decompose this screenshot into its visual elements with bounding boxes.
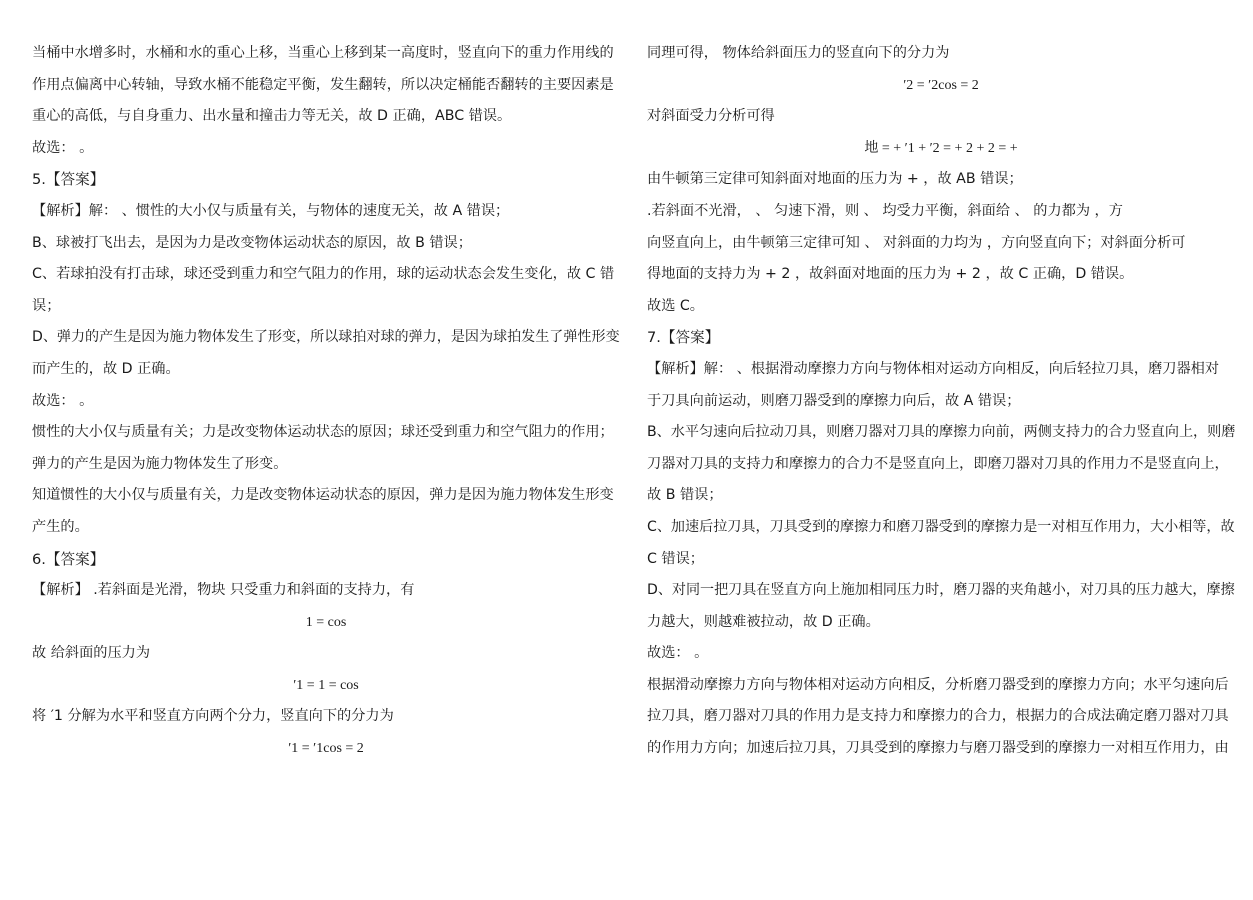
text-line: 于刀具向前运动，则磨刀器受到的摩擦力向后，故 A 错误； bbox=[647, 392, 1021, 409]
text-line: 由牛顿第三定律可知斜面对地面的压力为 + ，故 AB 错误； bbox=[647, 171, 1023, 188]
text-line: B、水平匀速向后拉动刀具，则磨刀器对刀具的摩擦力向前，两侧支持力的合力竖直向上，则磨 bbox=[647, 424, 1236, 441]
equation-line: ′2 = ′2cos = 2 bbox=[903, 77, 979, 93]
equation-line: 1 = cos bbox=[305, 614, 347, 630]
text-line: 作用点偏离中心转轴，导致水桶不能稳定平衡，发生翻转，所以决定桶能否翻转的主要因素是 bbox=[32, 76, 614, 93]
answer-choice-line: 故选： 。 bbox=[647, 645, 709, 662]
text-line: 重心的高低，与自身重力、出水量和撞击力等无关，故 D 正确，ABC 错误。 bbox=[32, 108, 512, 125]
text-line: 误； bbox=[32, 297, 61, 314]
text-line: 而产生的，故 D 正确。 bbox=[32, 360, 180, 377]
text-line: 刀器对刀具的支持力和摩擦力的合力不是竖直向上，即磨刀器对刀具的作用力不是竖直向上， bbox=[647, 455, 1229, 472]
text-line: 【解析】 .若斜面是光滑，物块 只受重力和斜面的支持力，有 bbox=[32, 582, 415, 599]
right-column bbox=[647, 38, 1235, 765]
text-line: 【解析】解： 、根据滑动摩擦力方向与物体相对运动方向相反，向后轻拉刀具，磨刀器相对 bbox=[647, 360, 1220, 377]
text-line: 向竖直向上，由牛顿第三定律可知 、 对斜面的力均为 ，方向竖直向下；对斜面分析可 bbox=[647, 234, 1186, 251]
text-line: 弹力的产生是因为施力物体发生了形变。 bbox=[32, 455, 288, 472]
text-line: B、球被打飞出去，是因为力是改变物体运动状态的原因，故 B 错误； bbox=[32, 234, 472, 251]
text-line: 惯性的大小仅与质量有关；力是改变物体运动状态的原因；球还受到重力和空气阻力的作用； bbox=[32, 424, 614, 441]
text-line: .若斜面不光滑， 、 匀速下滑，则 、 均受力平衡，斜面给 、 的力都为 ，方 bbox=[647, 202, 1123, 219]
text-line: 根据滑动摩擦力方向与物体相对运动方向相反，分析磨刀器受到的摩擦力方向；水平匀速向后 bbox=[647, 676, 1229, 693]
text-line: 同理可得， 物体给斜面压力的竖直向下的分力为 bbox=[647, 45, 950, 61]
text-line: C、若球拍没有打击球，球还受到重力和空气阻力的作用，球的运动状态会发生变化，故 C 错 bbox=[32, 266, 615, 283]
text-line: D、弹力的产生是因为施力物体发生了形变，所以球拍对球的弹力，是因为球拍发生了弹性形变 bbox=[32, 329, 620, 346]
text-line: 将 ′1 分解为水平和竖直方向两个分力，竖直向下的分力为 bbox=[32, 708, 394, 725]
equation-line: 地 = + ′1 + ′2 = + 2 + 2 = + bbox=[864, 140, 1018, 156]
text-line: 对斜面受力分析可得 bbox=[647, 108, 775, 125]
text-line: 故 B 错误； bbox=[647, 487, 723, 504]
question-7-answer-heading: 7.【答案】 bbox=[647, 329, 720, 347]
answer-choice-line: 故选： 。 bbox=[32, 139, 94, 156]
text-line: 产生的。 bbox=[32, 518, 89, 535]
text-line: 故 给斜面的压力为 bbox=[32, 645, 151, 662]
text-line: 知道惯性的大小仅与质量有关，力是改变物体运动状态的原因，弹力是因为施力物体发生形变 bbox=[32, 487, 614, 504]
question-5-answer-heading: 5.【答案】 bbox=[32, 171, 105, 189]
answer-choice-line: 故选 C。 bbox=[647, 297, 704, 314]
text-line: C、加速后拉刀具，刀具受到的摩擦力和磨刀器受到的摩擦力是一对相互作用力，大小相等，故 bbox=[647, 518, 1235, 535]
text-line: 当桶中水增多时，水桶和水的重心上移，当重心上移到某一高度时，竖直向下的重力作用线的 bbox=[32, 45, 614, 61]
text-line: 【解析】解： 、惯性的大小仅与质量有关，与物体的速度无关，故 A 错误； bbox=[32, 202, 510, 219]
answer-choice-line: 故选： 。 bbox=[32, 392, 94, 409]
text-line: 拉刀具，磨刀器对刀具的作用力是支持力和摩擦力的合力，根据力的合成法确定磨刀器对刀具 bbox=[647, 708, 1229, 725]
text-line: 得地面的支持力为 + 2 ，故斜面对地面的压力为 + 2 ，故 C 正确，D 错误。 bbox=[647, 266, 1134, 283]
equation-line: ′1 = 1 = cos bbox=[293, 677, 359, 693]
text-line: C 错误； bbox=[647, 550, 704, 567]
equation-line: ′1 = ′1cos = 2 bbox=[288, 741, 364, 757]
question-6-answer-heading: 6.【答案】 bbox=[32, 550, 105, 568]
text-line: 力越大，则越难被拉动，故 D 正确。 bbox=[647, 613, 880, 630]
text-line: D、对同一把刀具在竖直方向上施加相同压力时，磨刀器的夹角越小，对刀具的压力越大，摩擦 bbox=[647, 582, 1235, 599]
text-line: 的作用力方向；加速后拉刀具，刀具受到的摩擦力与磨刀器受到的摩擦力一对相互作用力，由 bbox=[647, 740, 1229, 757]
left-column bbox=[32, 38, 620, 765]
